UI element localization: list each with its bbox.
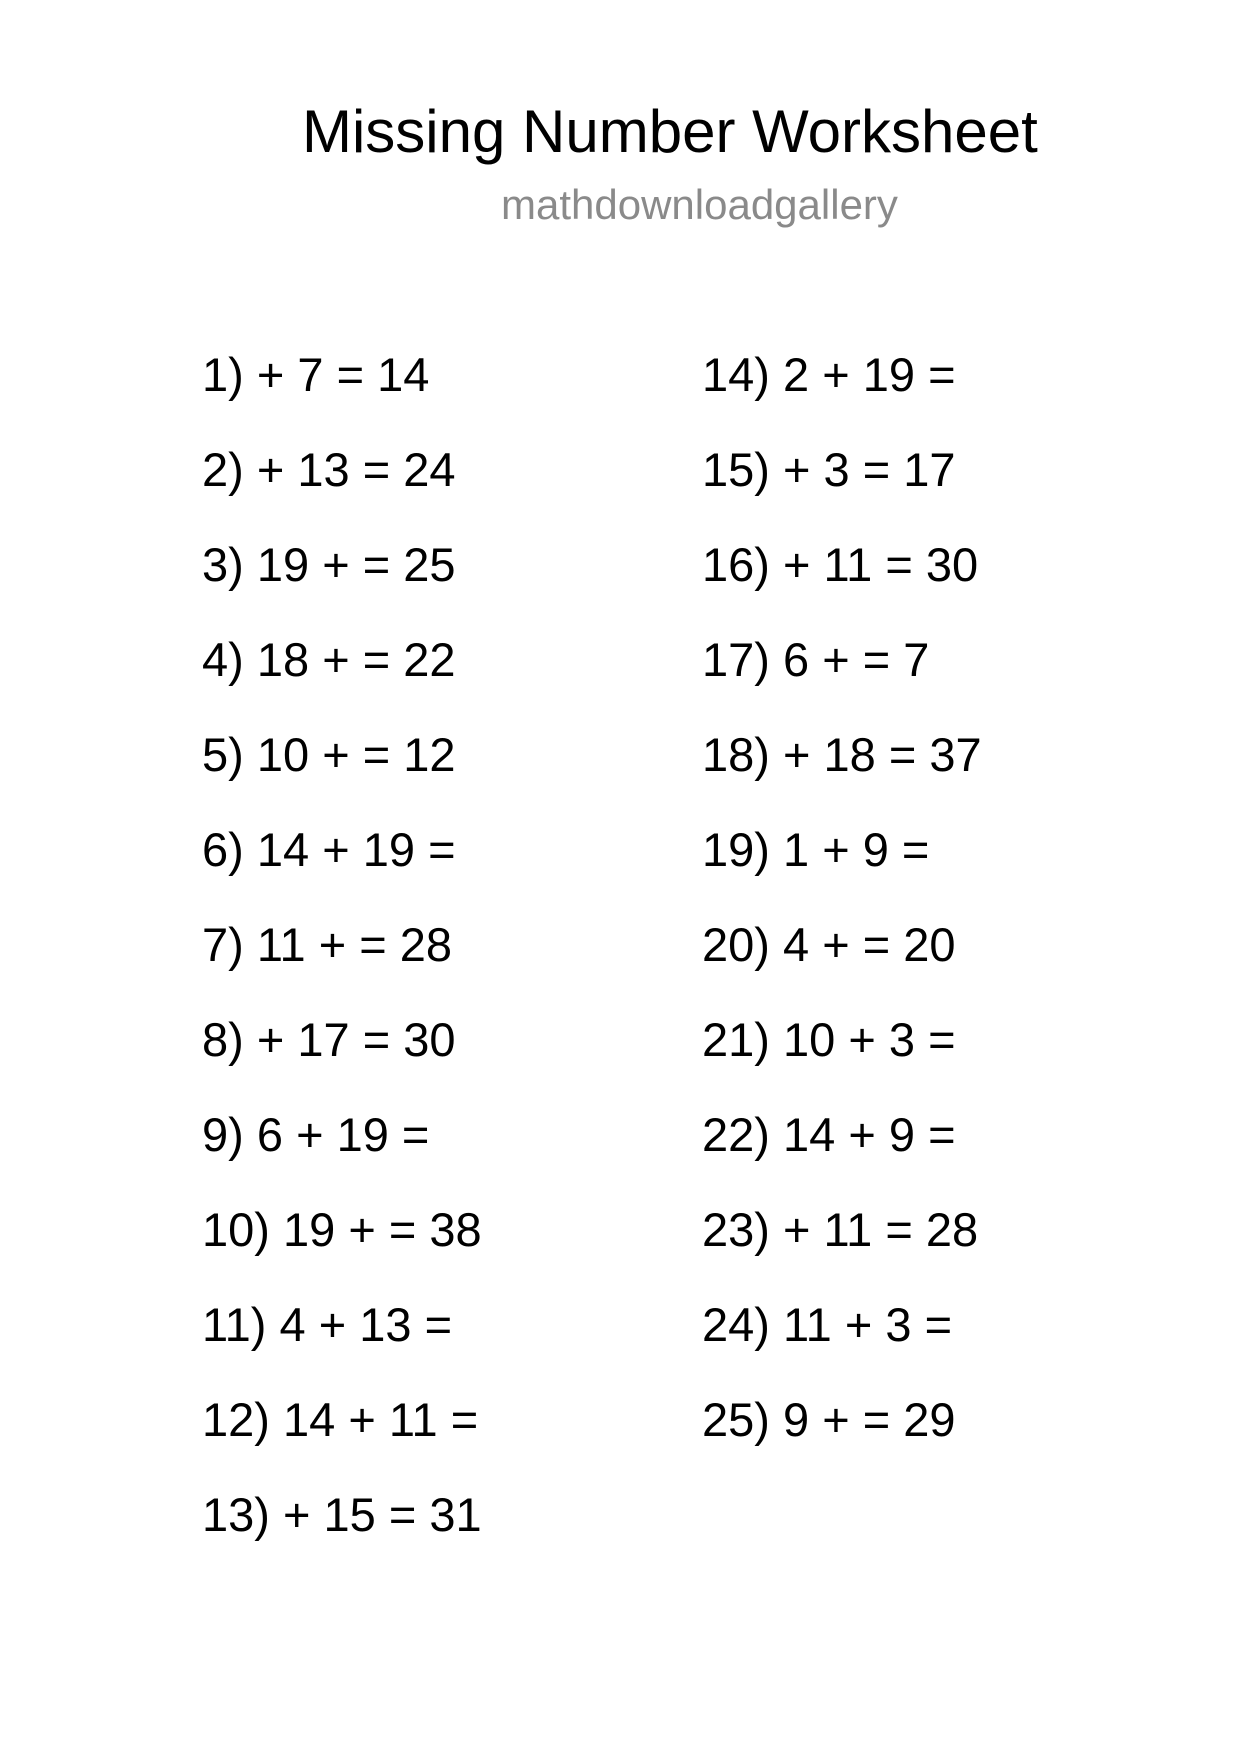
problem-number: 2) [202, 443, 244, 496]
problem-14 [702, 347, 982, 442]
equals-sign: = [362, 633, 391, 686]
addend-b: 3 [823, 443, 850, 496]
addend-b: 19 [862, 348, 915, 401]
sum: 17 [903, 443, 956, 496]
problem-6 [202, 822, 482, 917]
sum: 22 [403, 633, 456, 686]
sum: 30 [403, 1013, 456, 1066]
addend-a: 10 [256, 728, 310, 781]
addend-a: 19 [256, 538, 310, 591]
problem-number: 7) [202, 918, 244, 971]
problem-number: 1) [202, 348, 244, 401]
problem-3 [202, 537, 482, 632]
problem-10 [202, 1202, 482, 1297]
plus-sign: + [256, 443, 285, 496]
problem-19 [702, 822, 982, 917]
problem-number: 3) [202, 538, 244, 591]
problem-23 [702, 1202, 982, 1297]
problem-13 [202, 1487, 482, 1582]
problem-number: 11) [202, 1298, 267, 1351]
problem-number: 23) [702, 1203, 770, 1256]
problem-number: 16) [702, 538, 770, 591]
problem-17 [702, 632, 982, 727]
problem-22 [702, 1107, 982, 1202]
problem-column-right [702, 347, 982, 1487]
plus-sign: + [296, 1108, 324, 1161]
plus-sign: + [348, 1203, 376, 1256]
sum: 25 [403, 538, 456, 591]
problem-column-left [202, 347, 482, 1582]
sum: 37 [929, 728, 982, 781]
addend-b: 9 [888, 1108, 915, 1161]
problem-number: 5) [202, 728, 244, 781]
plus-sign: + [822, 348, 850, 401]
equals-sign: = [862, 633, 891, 686]
equals-sign: = [928, 348, 956, 401]
equals-sign: = [388, 1488, 417, 1541]
addend-a: 1 [783, 823, 810, 876]
plus-sign: + [783, 538, 811, 591]
problem-number: 9) [202, 1108, 244, 1161]
problem-number: 10) [202, 1203, 270, 1256]
plus-sign: + [783, 443, 811, 496]
addend-a: 10 [783, 1013, 836, 1066]
addend-b: 15 [323, 1488, 376, 1541]
plus-sign: + [348, 1393, 376, 1446]
plus-sign: + [256, 348, 285, 401]
problem-number: 12) [202, 1393, 270, 1446]
problem-number: 17) [702, 633, 770, 686]
problem-number: 21) [702, 1013, 770, 1066]
addend-b: 11 [823, 1203, 873, 1256]
addend-b: 13 [297, 443, 350, 496]
plus-sign: + [322, 728, 350, 781]
equals-sign: = [885, 1203, 913, 1256]
addend-b: 11 [388, 1393, 438, 1446]
problem-number: 15) [702, 443, 770, 496]
problem-number: 25) [702, 1393, 770, 1446]
sum: 24 [403, 443, 456, 496]
equals-sign: = [424, 1298, 453, 1351]
sum: 30 [925, 538, 979, 591]
sum: 38 [429, 1203, 482, 1256]
addend-b: 7 [297, 348, 324, 401]
plus-sign: + [822, 823, 850, 876]
problem-1 [202, 347, 482, 442]
equals-sign: = [450, 1393, 479, 1446]
addend-a: 19 [283, 1203, 336, 1256]
plus-sign: + [783, 728, 811, 781]
equals-sign: = [359, 918, 387, 971]
plus-sign: + [322, 538, 350, 591]
problem-8 [202, 1012, 482, 1107]
problem-number: 18) [702, 728, 770, 781]
addend-a: 2 [783, 348, 810, 401]
equals-sign: = [362, 443, 391, 496]
problem-number: 6) [202, 823, 244, 876]
sum: 29 [903, 1393, 956, 1446]
addend-a: 4 [279, 1298, 306, 1351]
problem-16 [702, 537, 982, 632]
problem-number: 8) [202, 1013, 244, 1066]
plus-sign: + [283, 1488, 311, 1541]
addend-a: 6 [783, 633, 810, 686]
equals-sign: = [862, 1393, 891, 1446]
sum: 7 [903, 633, 930, 686]
addend-a: 4 [783, 918, 810, 971]
addend-b: 19 [362, 823, 415, 876]
problem-number: 4) [202, 633, 244, 686]
equals-sign: = [388, 1203, 417, 1256]
problem-7 [202, 917, 482, 1012]
equals-sign: = [428, 823, 456, 876]
addend-a: 14 [783, 1108, 836, 1161]
plus-sign: + [822, 1393, 850, 1446]
addend-b: 11 [823, 538, 873, 591]
sum: 28 [399, 918, 453, 971]
sum: 14 [377, 348, 430, 401]
problem-21 [702, 1012, 982, 1107]
sum: 20 [903, 918, 956, 971]
addend-a: 14 [256, 823, 310, 876]
worksheet-source: mathdownloadgallery [501, 181, 898, 228]
addend-a: 11 [783, 1298, 832, 1351]
problem-number: 24) [702, 1298, 770, 1351]
equals-sign: = [928, 1013, 956, 1066]
problem-number: 14) [702, 348, 770, 401]
problem-9 [202, 1107, 482, 1202]
addend-b: 13 [359, 1298, 412, 1351]
plus-sign: + [783, 1203, 811, 1256]
equals-sign: = [362, 538, 391, 591]
addend-a: 9 [783, 1393, 810, 1446]
equals-sign: = [862, 918, 891, 971]
equals-sign: = [401, 1108, 430, 1161]
addend-a: 14 [283, 1393, 336, 1446]
plus-sign: + [322, 633, 350, 686]
plus-sign: + [822, 633, 850, 686]
problem-number: 22) [702, 1108, 770, 1161]
plus-sign: + [844, 1298, 873, 1351]
sum: 12 [403, 728, 456, 781]
equals-sign: = [885, 538, 913, 591]
equals-sign: = [924, 1298, 953, 1351]
plus-sign: + [848, 1013, 876, 1066]
problem-24 [702, 1297, 982, 1392]
equals-sign: = [901, 823, 930, 876]
addend-b: 19 [336, 1108, 389, 1161]
equals-sign: = [336, 348, 365, 401]
problem-number: 19) [702, 823, 770, 876]
plus-sign: + [322, 823, 350, 876]
problem-11 [202, 1297, 482, 1392]
problem-4 [202, 632, 482, 727]
problem-25 [702, 1392, 982, 1487]
problem-2 [202, 442, 482, 537]
addend-a: 11 [256, 918, 306, 971]
equals-sign: = [362, 728, 391, 781]
problem-18 [702, 727, 982, 822]
plus-sign: + [318, 1298, 347, 1351]
addend-b: 18 [823, 728, 876, 781]
sum: 31 [429, 1488, 482, 1541]
plus-sign: + [822, 918, 850, 971]
plus-sign: + [848, 1108, 876, 1161]
equals-sign: = [362, 1013, 391, 1066]
addend-b: 9 [862, 823, 889, 876]
problem-20 [702, 917, 982, 1012]
addend-b: 17 [297, 1013, 350, 1066]
problem-number: 13) [202, 1488, 270, 1541]
addend-b: 3 [888, 1013, 915, 1066]
plus-sign: + [256, 1013, 285, 1066]
equals-sign: = [862, 443, 891, 496]
addend-b: 3 [885, 1298, 912, 1351]
problem-15 [702, 442, 982, 537]
equals-sign: = [928, 1108, 956, 1161]
problem-12 [202, 1392, 482, 1487]
problem-number: 20) [702, 918, 770, 971]
addend-a: 6 [256, 1108, 283, 1161]
problem-5 [202, 727, 482, 822]
plus-sign: + [318, 918, 347, 971]
worksheet-title: Missing Number Worksheet [302, 98, 1038, 165]
sum: 28 [925, 1203, 979, 1256]
addend-a: 18 [256, 633, 310, 686]
equals-sign: = [888, 728, 917, 781]
